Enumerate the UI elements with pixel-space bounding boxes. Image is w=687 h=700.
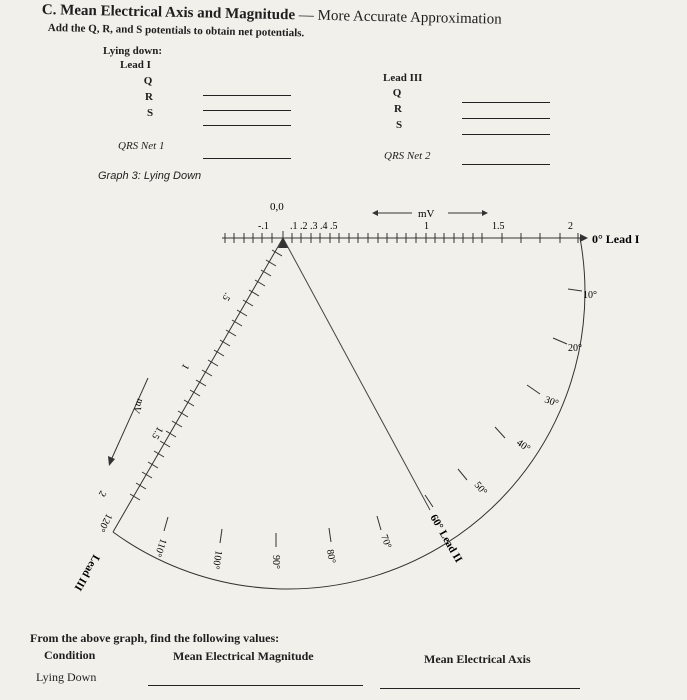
lead1-q-label: Q xyxy=(143,75,153,87)
lead3-mv-arrow-line xyxy=(112,378,148,458)
lead3-q-label: Q xyxy=(392,87,402,99)
lead3-s-label: S xyxy=(395,119,403,131)
lead2-axis-line xyxy=(283,238,430,510)
mv-arrow-right-head xyxy=(482,210,488,216)
axis-tick-small: .1 .2 .3 .4 .5 xyxy=(290,221,338,232)
lead3-r-label: R xyxy=(394,103,402,115)
section-title-main: C. Mean Electrical Axis and Magnitude xyxy=(41,2,296,24)
lead3-mv-label: mV xyxy=(130,396,146,415)
arc-label-30: 30° xyxy=(542,394,560,410)
qrs-net2-label: QRS Net 2 xyxy=(384,150,431,162)
section-title-rest: — More Accurate Approximation xyxy=(294,7,502,28)
graph-title: Graph 3: Lying Down xyxy=(98,170,202,182)
axis-answer-blank[interactable] xyxy=(380,688,580,689)
origin-label: 0,0 xyxy=(270,201,284,213)
lead3-label: Lead III xyxy=(383,72,423,84)
arc-label-20: 20° xyxy=(568,343,582,354)
degree-arc xyxy=(113,238,585,589)
axis-tick-1-5: 1.5 xyxy=(492,221,505,232)
arc-label-70: 70° xyxy=(378,533,394,551)
magnitude-answer-blank[interactable] xyxy=(148,685,363,686)
lead1-axis-label: 0° Lead I xyxy=(592,232,640,246)
col-magnitude-header: Mean Electrical Magnitude xyxy=(173,649,314,663)
arc-label-90: 90° xyxy=(270,555,281,569)
arc-label-40: 40° xyxy=(514,437,533,455)
arc-label-100: 100° xyxy=(209,549,224,571)
arc-label-80: 80° xyxy=(324,548,338,565)
axis-tick-2: 2 xyxy=(568,221,573,232)
lead1-r-label: R xyxy=(145,91,153,103)
col-condition-header: Condition xyxy=(44,648,96,662)
mv-unit-label: mV xyxy=(418,208,435,220)
arc-label-10: 10° xyxy=(583,290,597,301)
axis-tick-1: 1 xyxy=(424,221,429,232)
lead3-axis-label: Lead III xyxy=(71,552,102,593)
lying-down-label: Lying down: xyxy=(103,45,162,57)
qrs-net1-label: QRS Net 1 xyxy=(118,140,165,152)
lead1-s-label: S xyxy=(146,107,154,119)
lead2-axis-label: 60° Lead II xyxy=(427,512,465,565)
lead1-axis-arrow xyxy=(580,234,588,242)
lead3-tick-1-5: 1.5 xyxy=(149,424,165,441)
arc-label-50: 50° xyxy=(471,479,490,498)
origin-marker xyxy=(278,238,288,248)
row-lying-down-label: Lying Down xyxy=(36,670,97,684)
lead1-label: Lead I xyxy=(120,59,151,71)
lead3-axis-line xyxy=(113,238,283,532)
arc-label-120: 120° xyxy=(95,511,115,534)
col-axis-header: Mean Electrical Axis xyxy=(424,652,531,666)
lead3-tick-2: 2 xyxy=(95,488,108,499)
lead3-tick-0-5: .5 xyxy=(219,290,233,303)
lead3-tick-1: 1 xyxy=(178,361,191,372)
mv-arrow-left-head xyxy=(372,210,378,216)
footer-prompt: From the above graph, find the following values: xyxy=(30,631,280,645)
arc-label-110: 110° xyxy=(151,536,169,559)
instruction-text: Add the Q, R, and S potentials to obtain net potentials. xyxy=(47,22,305,40)
arc-degree-ticks xyxy=(164,289,582,547)
lead3-mv-arrow-head xyxy=(108,456,115,466)
axis-tick-neg01: -.1 xyxy=(258,221,269,232)
